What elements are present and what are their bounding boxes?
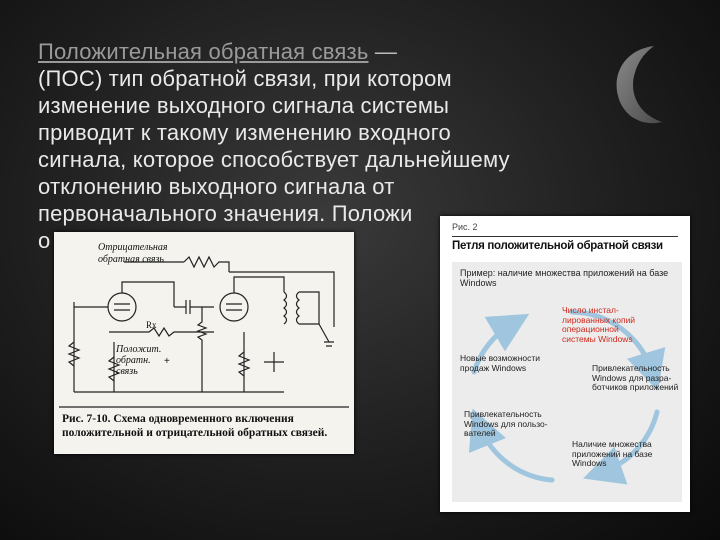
figure-label: Рис. 2 bbox=[452, 222, 478, 232]
feedback-loop-figure bbox=[440, 216, 690, 512]
stage-text: Windows для разра- bbox=[592, 372, 672, 383]
body-line: первоначального значения. Положи bbox=[38, 201, 413, 226]
divider bbox=[452, 236, 678, 237]
circuit-figure bbox=[54, 232, 354, 454]
stage-text: Windows bbox=[572, 458, 607, 468]
body-line: изменение выходного сигнала системы bbox=[38, 93, 450, 118]
figure-title: Петля положительной обратной связи bbox=[452, 240, 663, 252]
circuit-caption: Рис. 7-10. Схема одновременного включения положительной и отрицательной обратных связей. bbox=[62, 413, 328, 439]
body-line: о bbox=[38, 228, 51, 253]
stage-text: системы Windows bbox=[562, 333, 633, 344]
rx-label: Rx bbox=[146, 320, 157, 330]
slide-heading: Положительная обратная связь bbox=[38, 39, 369, 64]
stage-text: операционной bbox=[562, 324, 619, 334]
stage-text: Привлекательность bbox=[592, 363, 670, 373]
stage-many-apps bbox=[572, 440, 652, 469]
label-text: Положит. bbox=[116, 344, 162, 355]
stage-text: Windows для пользо- bbox=[464, 418, 548, 429]
crescent-moon-icon bbox=[608, 44, 668, 126]
stage-text: Привлекательность bbox=[464, 409, 542, 419]
negative-feedback-label bbox=[98, 242, 168, 266]
stage-text: ботчиков приложений bbox=[592, 382, 679, 392]
stage-text: продаж Windows bbox=[460, 362, 527, 373]
plus-sign: + bbox=[164, 356, 170, 367]
label-text: Отрицательная bbox=[98, 242, 168, 253]
positive-feedback-label bbox=[116, 344, 161, 377]
stage-dev-attractiveness bbox=[592, 364, 678, 393]
figure-note: Пример: наличие множества приложений на базе Windows bbox=[460, 268, 669, 288]
stage-text: Новые возможности bbox=[460, 353, 541, 363]
heading-dash: — bbox=[374, 39, 398, 64]
stage-sales-opportunities bbox=[460, 354, 540, 373]
label-text: обратная связь bbox=[98, 254, 164, 265]
heading-line bbox=[38, 38, 598, 65]
body-line: сигнала, которое способствует дальнейшему bbox=[38, 147, 510, 172]
body-line: приводит к такому изменению входного bbox=[38, 120, 451, 145]
stage-user-attractiveness bbox=[464, 410, 548, 439]
body-line: отклонению выходного сигнала от bbox=[38, 174, 395, 199]
stage-installed-copies bbox=[562, 306, 635, 344]
stage-text: лированных копий bbox=[562, 314, 636, 325]
stage-text: Число инстал- bbox=[562, 305, 619, 315]
stage-text: приложений на базе bbox=[572, 448, 653, 459]
figure-panel bbox=[452, 262, 682, 502]
stage-text: вателей bbox=[464, 428, 496, 438]
stage-text: Наличие множества bbox=[572, 439, 652, 449]
label-text: обратн. bbox=[116, 355, 151, 366]
label-text: связь bbox=[116, 366, 138, 377]
body-line: (ПОС) тип обратной связи, при котором bbox=[38, 66, 452, 91]
